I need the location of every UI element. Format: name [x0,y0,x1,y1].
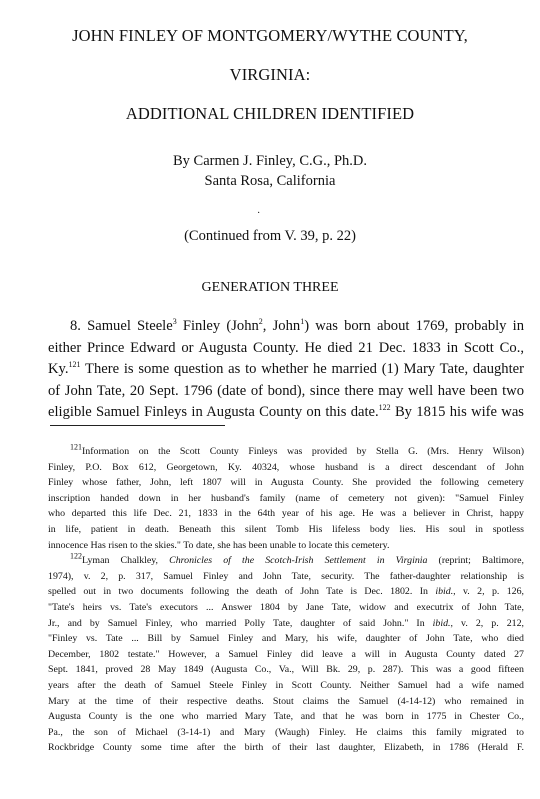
footnote-122-line: "Finley vs. Tate ... Bill by Samuel Finley and Mary, his wife, daughter of John Tate, who died [48,633,524,645]
body-line: of John Tate, 20 Sept. 1796 (date of bond), since there may well have been two [48,382,524,399]
footnote-122-line: December, 1802 testate." However, a Samuel Finley did leave a will in Augusta County dated 27 [48,648,524,660]
continued-note: (Continued from V. 39, p. 22) [184,228,356,244]
footnote-122-line: years after the death of Samuel Steele Finley in Scott County. Neither Samuel had a wife named [48,679,524,691]
footnote-121-line: Finley whose father, John, left 1807 will in Augusta County. She provided the following cemetery [48,477,524,489]
body-line: either Prince Edward or Augusta County. He died 21 Dec. 1833 in Scott Co., [48,339,524,356]
footnote-121-line: who departed this life Dec. 21, 1833 in the 64th year of his age. He was a believer in Christ, happy [48,508,524,520]
footnote-121-line: Finley, P.O. Box 612, Georgetown, Ky. 40324, whose husband is a direct descendant of John [48,461,524,473]
footnote-122-line: Rockbridge County some time after the birth of their last daughter, Elizabeth, in 1786 (Herald F. [48,742,524,754]
footnote-122-line: 1974), v. 2, p. 317, Samuel Finley and John Tate, security. The father-daughter relationship is [48,570,524,582]
footnote-divider [50,425,225,426]
section-heading: GENERATION THREE [201,280,339,295]
footnote-121-line: $^{121}$Information on the Scott County Finleys was provided by Stella G. (Mrs. Henry Wilson) [70,444,524,457]
footnote-122-line: Pa., the son of Michael (3-14-1) and Mary (Waugh) Finley. He claims this family migrated to [48,726,524,738]
body-line: Ky.$^{121}$ There is some question as to whether he married (1) Mary Tate, daughter [48,360,524,377]
body-line: eligible Samuel Finleys in Augusta County on this date.$^{122}$ By 1815 his wife was [48,403,524,420]
footnote-122-line: Augusta County is the one who married Mary Tate, and that he was born in 1775 in Chester Co., [48,711,524,723]
author-location: Santa Rosa, California [204,173,336,189]
footnote-121-line: in life, patient in death. Beneath this silent Tomb His lifeless body lies. His soul in spotless [48,523,524,535]
footnote-121-line: innocence Has risen to the skies." To date, she has been unable to locate this cemetery. [48,539,390,551]
footnote-122-line: "Tate's heirs vs. Tate's executors ... Answer 1804 by Jane Tate, widow and executrix of John Tate, [48,601,524,613]
article-title-line-2: VIRGINIA: [229,65,311,84]
footnote-122-line: Jr., and by Samuel Finley, who married Polly Tate, daughter of said John." In ibid., v. 2, p. 212, [48,617,524,629]
footnote-122-line: spelled out in two documents following the death of John Tate is Dec. 1802. In ibid., v. 2, p. 126, [48,586,524,598]
footnote-122-line: $^{122}$Lyman Chalkley, Chronicles of the Scotch-Irish Settlement in Virginia (reprint; Baltimore, [70,553,524,567]
footnote-121-line: inscription handed down in her husband's family (name of cemetery not given): "Samuel Finley [48,492,524,504]
body-line: 8. Samuel Steele$^3$ Finley (John$^2$, John$^1$) was born about 1769, probably in [70,317,524,334]
body-paragraph [48,316,524,424]
article-title-line-3: ADDITIONAL CHILDREN IDENTIFIED [125,104,415,123]
footnote-122-line: Sept. 1841, proved 28 May 1849 (Augusta Co., Va., Will Bk. 29, p. 287). This was a good fifteen [48,664,524,676]
stray-mark: · [257,208,261,219]
footnotes [48,444,524,756]
footnote-122-line: Mary at the time of their respective deaths. Stout claims the Samuel (4-14-12) who remained in [48,695,524,707]
article-title-line-1: JOHN FINLEY OF MONTGOMERY/WYTHE COUNTY, [72,26,468,45]
author-name: By Carmen J. Finley, C.G., Ph.D. [172,153,367,169]
